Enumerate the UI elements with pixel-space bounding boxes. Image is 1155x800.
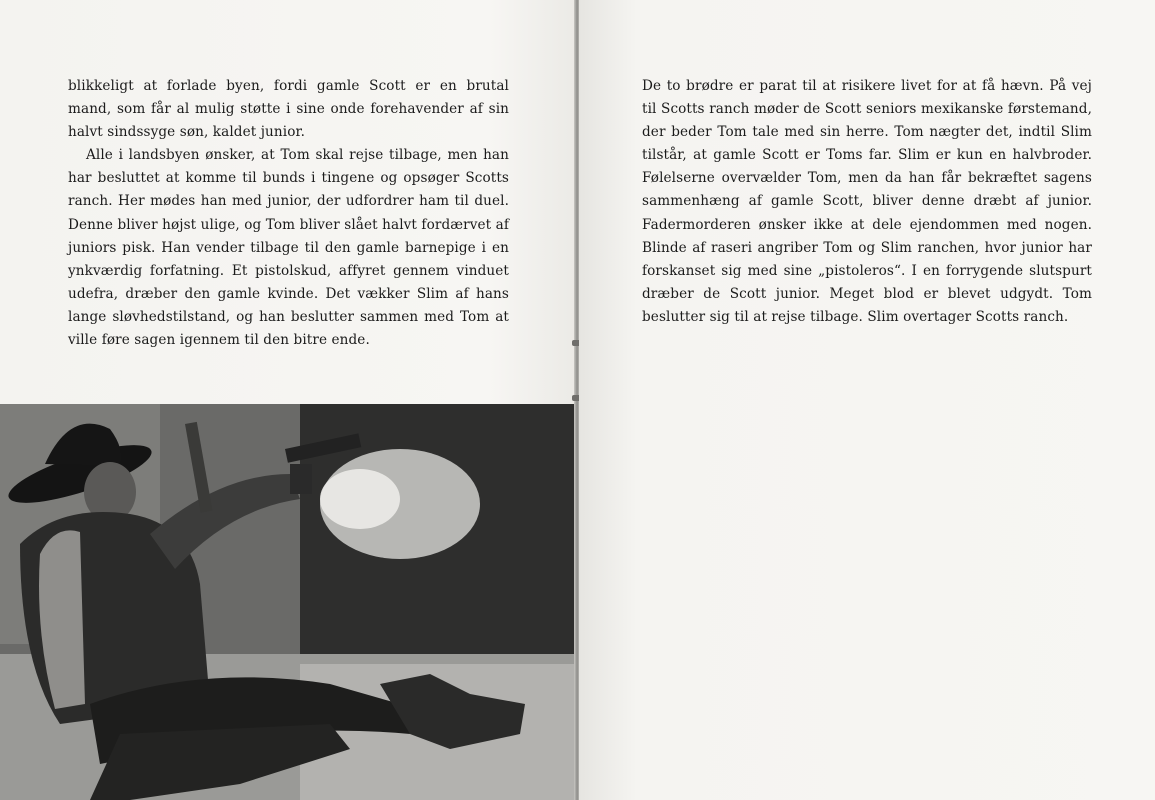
left-page (0, 0, 576, 800)
left-photo-gunman (0, 404, 575, 800)
left-page-text (68, 75, 509, 352)
left-paragraph-2: Alle i landsbyen ønsker, at Tom skal rejse tilbage, men han har besluttet at komme til bunds i tingene og opsøger Scotts ranch. Her mødes han med junior, der udfordrer ham til duel. Denne bliver højst ulige, og Tom bliver slået halvt fordærvet af juniors pisk. Han vender tilbage til den gamle barnepige i en ynkværdig forfatning. Et pistolskud, affyret gennem vinduet udefra, dræber den gamle kvinde. Det vækker Slim af hans lange sløvhedstilstand, og han beslutter sammen med Tom at ville føre sagen igennem til den bitre ende. (68, 147, 509, 349)
right-paragraph-1: De to brødre er parat til at risikere livet for at få hævn. På vej til Scotts ranch møder de Scott seniors mexikanske førstemand, der beder Tom tale med sin herre. Tom nægter det, indtil Slim tilstår, at gamle Scott er Toms far. Slim er kun en halvbroder. Følelserne overvælder Tom, men da han får bekræftet sagens sammenhæng af gamle Scott, bliver denne dræbt af junior. Fadermorderen ønsker ikke at dele ejendommen med nogen. Blinde af raseri angriber Tom og Slim ranchen, hvor junior har forskanset sig med sine „pistoleros“. I en forrygende slutspurt dræber de Scott junior. Meget blod er blevet udgydt. Tom beslutter sig til at rejse tilbage. Slim overtager Scotts ranch. (642, 78, 1092, 325)
right-page-text (642, 75, 1092, 329)
left-photo-illustration (0, 404, 575, 800)
left-paragraph-1: blikkeligt at forlade byen, fordi gamle Scott er en brutal mand, som får al mulig støtte i sine onde forehavender af sin halvt sindssyge søn, kaldet junior. (68, 78, 509, 141)
right-page (579, 0, 1155, 800)
